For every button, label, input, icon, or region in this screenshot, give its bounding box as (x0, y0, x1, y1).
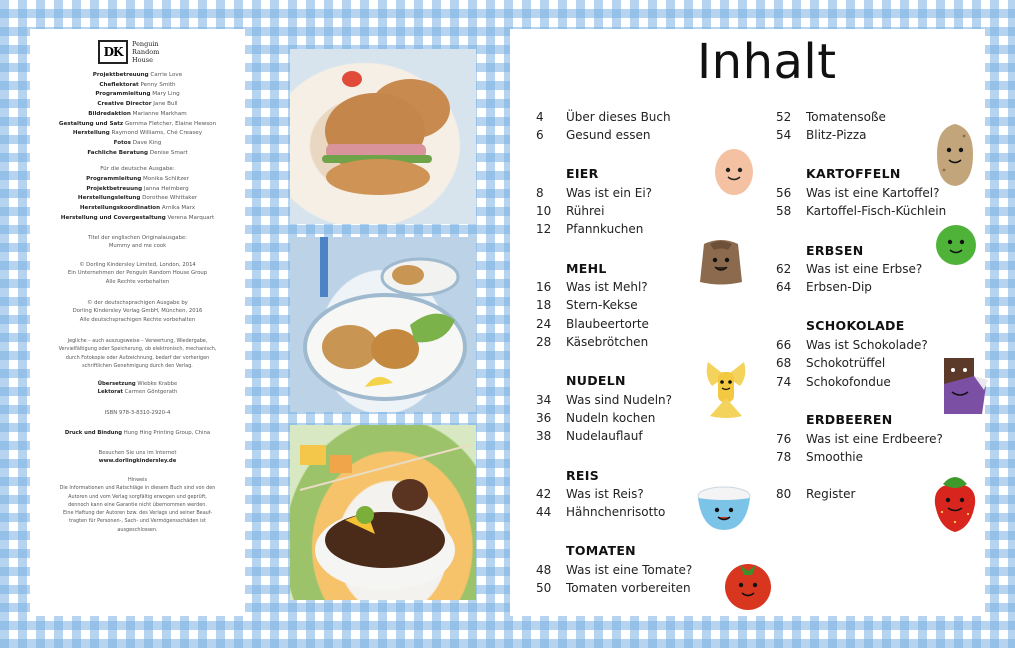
pea-character-icon (934, 224, 978, 266)
hint-line: dennoch kann eine Garantie nicht übernommen werden. (68, 501, 207, 508)
legal-line: Jegliche – auch auszugsweise – Verwertung, Wiedergabe, (67, 338, 208, 344)
section-heading: ERBSEN (806, 243, 864, 258)
dk-logo-icon: DK (98, 40, 128, 64)
potato-character-icon (934, 122, 976, 188)
chocolate-character-icon (934, 354, 990, 418)
strawberry-character-icon (930, 472, 980, 534)
print-line: Druck und Bindung Hung Hing Printing Group, China (64, 430, 211, 436)
credit-row: Programmleitung Monika Schlitzer (86, 176, 189, 183)
translation-block (36, 380, 239, 397)
egg-character-icon (712, 145, 756, 197)
credit-row: Projektbetreuung Janna Heimberg (86, 185, 189, 192)
copyright-line: © Dorling Kindersley Limited, London, 2014 (79, 262, 196, 268)
hint-block (36, 476, 239, 534)
credit-row: Bildredaktion Marianne Markham (88, 110, 187, 117)
original-title-label: Titel der englischen Originalausgabe: (88, 235, 187, 241)
legal-block (36, 337, 239, 370)
copyright-en-block (36, 261, 239, 286)
hint-line: tragten für Personen-, Sach- und Vermögensschäden ist (69, 518, 206, 525)
section-heading: KARTOFFELN (806, 166, 901, 181)
credit-row: Herstellung und Covergestaltung Verena Marquart (60, 214, 215, 221)
pasta-character-icon (702, 358, 750, 420)
copyright-line: Ein Unternehmen der Penguin Random House Group (67, 270, 208, 277)
hint-line: ausgeschlossen. (117, 526, 158, 533)
tomato-character-icon (722, 553, 774, 613)
hint-title: Hinweis (127, 477, 148, 483)
fondue-photo (290, 425, 476, 600)
german-edition-label: Für die deutsche Ausgabe: (100, 166, 175, 173)
publisher-name: Penguin Random House (132, 40, 160, 64)
legal-line: Vervielfältigung oder Speicherung, ob elektronisch, mechanisch, (58, 346, 217, 353)
hint-line: Die Informationen und Ratschläge in diesem Buch sind von den (59, 485, 216, 492)
section-heading: SCHOKOLADE (806, 318, 905, 333)
legal-line: schriftlichen Genehmigung durch den Verlag. (82, 362, 193, 369)
credit-row: Gestaltung und Satz Gemma Fletcher, Elaine Hewson (58, 120, 217, 127)
original-title-block (36, 234, 239, 251)
section-heading: NUDELN (566, 373, 626, 388)
section-heading: TOMATEN (566, 543, 636, 558)
credit-row: Programmleitung Mary Ling (95, 91, 180, 98)
section-heading: EIER (566, 166, 599, 181)
credit-row: Projektbetreuung Carrie Love (92, 72, 183, 78)
legal-line: durch Fotokopie oder Aufzeichnung, bedarf der vorherigen (65, 354, 210, 361)
credit-row: Cheflektorat Penny Smith (99, 81, 176, 88)
copyright-line: © der deutschsprachigen Ausgabe by (87, 300, 188, 306)
hint-line: Autoren und vom Verlag sorgfältig erwogen und geprüft, (68, 493, 207, 500)
isbn: ISBN 978-3-8310-2920-4 (104, 410, 171, 416)
visit-label: Besuchen Sie uns im Internet (98, 450, 177, 456)
copyright-line: Dorling Kindersley Verlag GmbH, München, 2016 (72, 308, 203, 315)
original-title: Mummy and me cook (108, 243, 167, 250)
credits-list (30, 71, 245, 224)
burger-photo (290, 49, 476, 224)
credit-row: Herstellungskoordination Arnika Marx (79, 205, 196, 212)
copyright-line: Alle deutschsprachigen Rechte vorbehalten (79, 316, 196, 323)
toc-title: Inhalt (697, 34, 837, 90)
lektorat-line: Lektorat Carmen Göntgerath (97, 389, 178, 396)
publisher-logo (98, 40, 184, 66)
website-block (36, 449, 239, 466)
credit-row: Herstellungsleitung Dorothee Whittaker (77, 195, 198, 202)
credit-row: Creative Director Jane Bull (97, 101, 178, 108)
credit-row: Fotos Dave King (113, 139, 162, 146)
translation-line: Übersetzung Wiebke Krabbe (97, 381, 178, 387)
website-link[interactable]: www.dorlingkindersley.de (98, 458, 177, 465)
credit-row: Fachliche Beratung Denise Smart (87, 149, 188, 156)
section-heading: ERDBEEREN (806, 412, 893, 427)
section-heading: REIS (566, 468, 600, 483)
section-heading: MEHL (566, 261, 607, 276)
credit-row: Herstellung Raymond Williams, Ché Creasey (72, 130, 203, 137)
copyright-de-block (36, 299, 239, 324)
rice-bowl-character-icon (694, 484, 754, 534)
copyright-line: Alle Rechte vorbehalten (105, 278, 170, 285)
fishcakes-photo (290, 237, 476, 412)
hint-line: Eine Haftung der Autoren bzw. des Verlags und seiner Beauf- (62, 510, 213, 517)
imprint-page (30, 29, 245, 616)
flour-sack-character-icon (696, 234, 746, 286)
